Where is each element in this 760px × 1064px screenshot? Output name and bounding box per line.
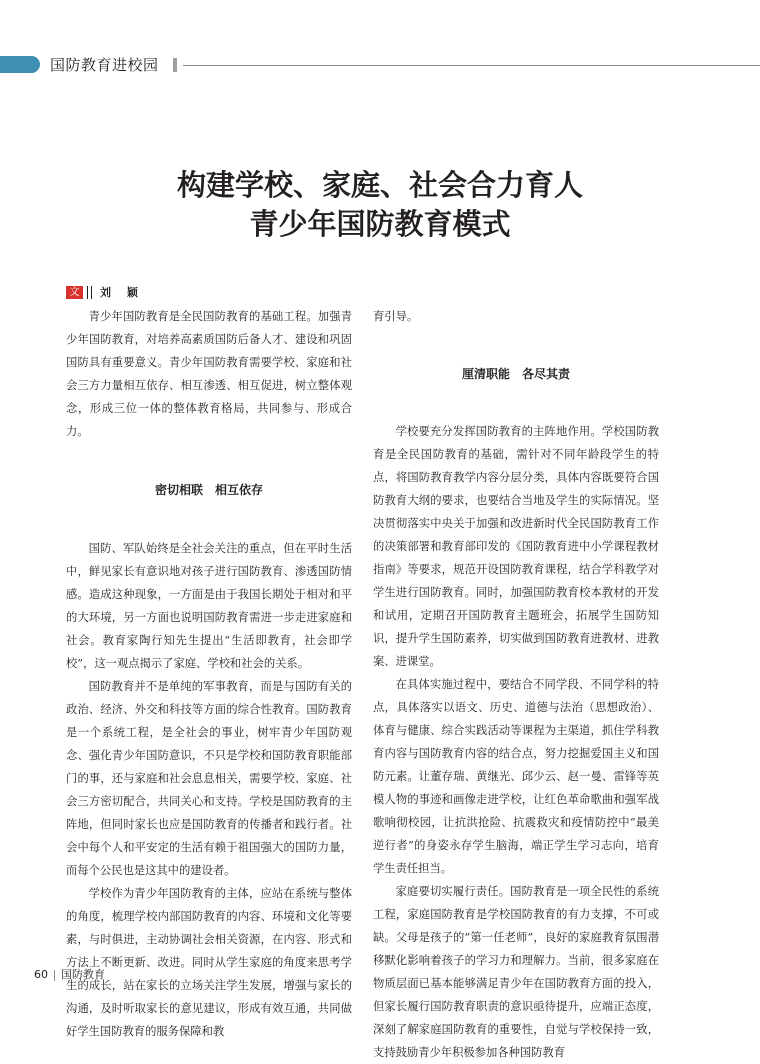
byline-tag: 文 — [66, 286, 83, 299]
header-rule — [183, 65, 760, 66]
paragraph: 国防教育并不是单纯的军事教育，而是与国防有关的政治、经济、外交和科技等方面的综合性教育。国防教育是一个系统工程，是全社会的事业，树牢青少年国防观念、强化青少年国防意识，不只是学校和国防教育职能部门的事，还与家庭和社会息息相关，需要学校、家庭、社会三方密切配合，共同关心和支持。学校是国防教育的主阵地，但同时家长也应是国防教育的传播者和践行者。社会中每个人和平安定的生活有赖于祖国强大的国防力量，而每个公民也是这其中的建设者。 — [66, 680, 352, 877]
section-divider — [173, 58, 177, 72]
section-heading: 厘清职能 各尽其责 — [461, 367, 570, 381]
article-title-line-2: 青少年国防教育模式 — [249, 207, 511, 241]
left-column — [66, 305, 352, 1043]
byline-divider — [87, 286, 88, 299]
byline — [66, 284, 144, 300]
byline-divider — [91, 286, 92, 299]
paragraph: 在具体实施过程中，要结合不同学段、不同学科的特点，具体落实以语文、历史、道德与法治（思想政治）、体育与健康、综合实践活动等课程为主渠道，抓住学科教育内容与国防教育内容的结合点，努力挖掘爱国主义和国防元素。让董存瑞、黄继光、邱少云、赵一曼、雷锋等英模人物的事迹和画像走进学校，让红色革命歌曲和强军战歌响彻校园，让抗洪抢险、抗震救灾和疫情防控中“最美逆行者”的身姿永存学生脑海，端正学生学习志向，培育学生责任担当。 — [373, 678, 659, 875]
author-name: 刘 颖 — [100, 286, 144, 299]
article-title-line-1: 构建学校、家庭、社会合力育人 — [176, 168, 583, 202]
page-footer — [34, 968, 105, 982]
paragraph: 学校作为青少年国防教育的主体，应站在系统与整体的角度，梳理学校内部国防教育的内容、环境和文化等要素，与时俱进，主动协调社会相关资源，在内容、形式和方法上不断更新、改进。同时从学生家庭的角度来思考学生的成长，站在家长的立场关注学生发展，增强与家长的沟通，及时听取家长的意见建议，形成有效互通，共同做好学生国防教育的服务保障和教 — [66, 887, 352, 1038]
right-column — [373, 305, 659, 1064]
paragraph: 家庭要切实履行责任。国防教育是一项全民性的系统工程，家庭国防教育是学校国防教育的有力支撑，不可或缺。父母是孩子的“第一任老师”，良好的家庭教育氛围潜移默化影响着孩子的学习力和理解力。当前，很多家庭在物质层面已基本能够满足青少年在国防教育方面的投入，但家长履行国防教育职责的意识亟待提升，应端正态度，深刻了解家庭国防教育的重要性，自觉与学校保持一致，支持鼓励青少年积极参加各种国防教育 — [373, 885, 659, 1059]
paragraph: 青少年国防教育是全民国防教育的基础工程。加强青少年国防教育，对培养高素质国防后备人才、建设和巩固国防具有重要意义。青少年国防教育需要学校、家庭和社会三方力量相互依存、相互渗透、相互促进，树立整体观念，形成三位一体的整体教育格局，共同参与、形成合力。 — [66, 310, 352, 438]
paragraph: 国防、军队始终是全社会关注的重点，但在平时生活中，鲜见家长有意识地对孩子进行国防教育、渗透国防情感。造成这种现象，一方面是由于我国长期处于相对和平的大环境，另一方面也说明国防教育需进一步走进家庭和社会。教育家陶行知先生提出“生活即教育，社会即学校”，这一观点揭示了家庭、学校和社会的关系。 — [66, 542, 352, 670]
journal-name: 国防教育 — [61, 968, 105, 981]
page-number: 60 — [34, 968, 48, 981]
footer-divider — [54, 970, 55, 981]
paragraph: 学校要充分发挥国防教育的主阵地作用。学校国防教育是全民国防教育的基础，需针对不同年龄段学生的特点，将国防教育教学内容分层分类，具体内容既要符合国防教育大纲的要求，也要结合当地及学生的实际情况。坚决贯彻落实中央关于加强和改进新时代全民国防教育工作的决策部署和教育部印发的《国防教育进中小学课程教材指南》等要求，规范开设国防教育课程，结合学科教学对学生进行国防教育。同时，加强国防教育校本教材的开发和试用，定期召开国防教育主题班会，拓展学生国防知识，提升学生国防素养，切实做到国防教育进教材、进教案、进课堂。 — [373, 425, 659, 668]
section-label: 国防教育进校园 — [50, 56, 159, 74]
header-color-tab — [0, 56, 40, 73]
paragraph-continued: 育引导。 — [373, 310, 419, 323]
section-heading: 密切相联 相互依存 — [154, 483, 263, 497]
